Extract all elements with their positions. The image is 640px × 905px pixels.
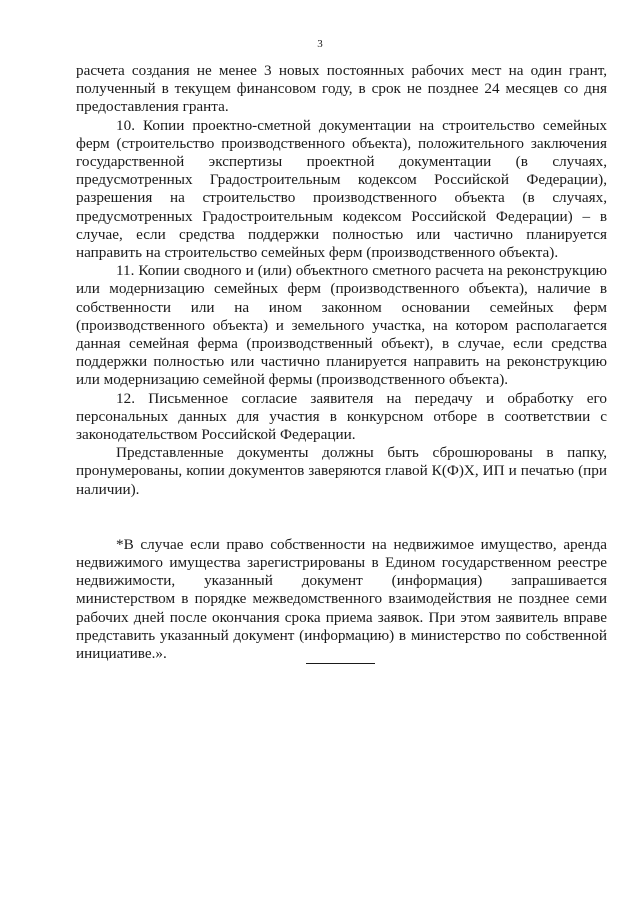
end-divider-line (306, 663, 375, 664)
paragraph-documents-binding: Представленные документы должны быть сброшюрованы в папку, пронумерованы, копии документов заверяются главой К(Ф)Х, ИП и печатью (при наличии). (76, 444, 607, 498)
paragraph-item-10: 10. Копии проектно-сметной документации на строительство семейных ферм (строительство производственного объекта), положительного заключения государственной экспертизы проектной документации (в случаях, предусмотренных Градостроительным кодексом Российской Федерации), разрешения на строительство производственного объекта (в случаях, предусмотренных Градостроительным кодексом Российской Федерации) – в случае, если средства поддержки полностью или частично планируется направить на строительство семейных ферм (производственного объекта). (76, 116, 607, 262)
paragraph-item-11: 11. Копии сводного и (или) объектного сметного расчета на реконструкцию или модернизацию семейных ферм (производственного объекта), наличие в собственности или на ином законном основании семейных ферм (производственного объекта) и земельного участка, на котором располагается данная семейная ферма (производственный объект), в случае, если средства поддержки полностью или частично планируется направить на реконструкцию или модернизацию семейной фермы (производственного объекта). (76, 262, 607, 389)
document-body (76, 62, 607, 663)
page-number: 3 (317, 38, 323, 50)
paragraph-item-12: 12. Письменное согласие заявителя на передачу и обработку его персональных данных для участия в конкурсном отборе в соответствии с законодательством Российской Федерации. (76, 389, 607, 444)
footnote: *В случае если право собственности на недвижимое имущество, аренда недвижимого имущества зарегистрированы в Едином государственном реестре недвижимости, указанный документ (информация) запрашивается министерством в порядке межведомственного взаимодействия не позднее семи рабочих дней после окончания срока приема заявок. При этом заявитель вправе представить указанный документ (информацию) в министерство по собственной инициативе.». (76, 535, 607, 663)
paragraph-continuation: расчета создания не менее 3 новых постоянных рабочих мест на один грант, полученный в текущем финансовом году, в срок не позднее 24 месяцев со дня предоставления гранта. (76, 62, 607, 116)
